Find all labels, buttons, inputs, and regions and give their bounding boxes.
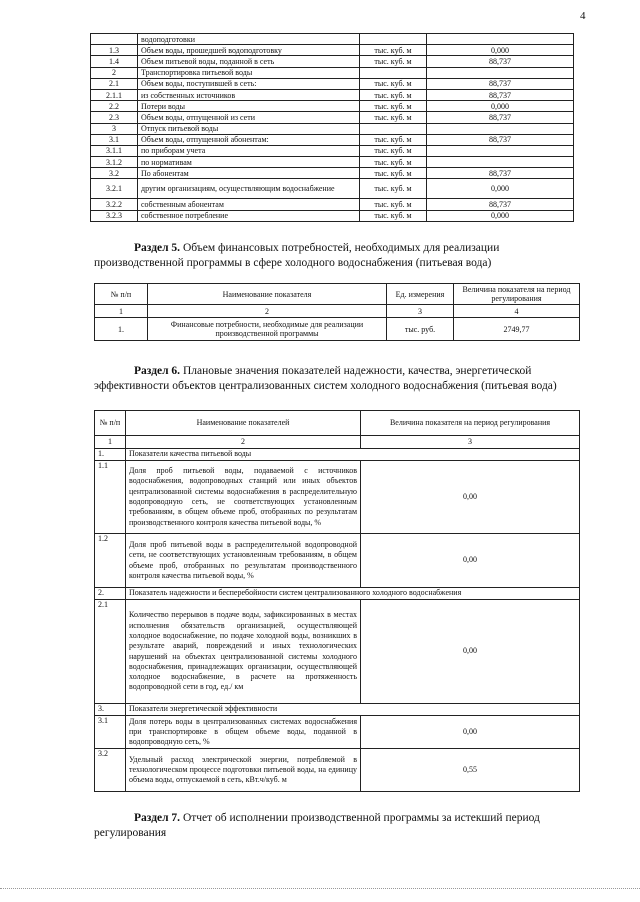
row-value: 2749,77 — [454, 318, 580, 341]
row-name: Удельный расход электрической энергии, потребляемой в технологическом процессе подготовки питьевой воды, на единицу объема воды, отпускаемой в сеть, кВт.ч/куб. м — [126, 749, 361, 792]
group-name: Показатели энергетической эффективности — [126, 704, 580, 716]
numbering-cell: 3 — [387, 305, 454, 318]
row-value: 88,737 — [427, 112, 574, 123]
row-value: 88,737 — [427, 168, 574, 179]
row-name: Доля проб питьевой воды в распределительной водопроводной сети, не соответствующих установленным требованиям, в общем объеме проб, отобранных по результатам производственного контроля качества питьевой воды, % — [126, 534, 361, 588]
table-row — [91, 157, 574, 168]
row-unit — [360, 34, 427, 45]
table-row — [95, 716, 580, 749]
table-row — [91, 145, 574, 156]
header-unit: Ед. измерения — [387, 284, 454, 305]
group-num: 3. — [95, 704, 126, 716]
row-num: 3.2.1 — [91, 179, 138, 199]
row-value — [427, 34, 574, 45]
table-row — [91, 112, 574, 123]
row-name: Объем воды, прошедшей водоподготовку — [138, 45, 360, 56]
row-unit: тыс. куб. м — [360, 101, 427, 112]
row-value: 88,737 — [427, 89, 574, 100]
indicators-table — [94, 410, 580, 792]
numbering-cell: 3 — [361, 436, 580, 449]
group-row — [95, 588, 580, 600]
group-row — [95, 449, 580, 461]
section5-title: Объем финансовых потребностей, необходимых для реализации производственной программы в сфере холодного водоснабжения (питьевая вода) — [94, 242, 500, 269]
section7-title: Отчет об исполнении производственной программы за истекший период регулирования — [94, 812, 540, 839]
header-name: Наименование показателя — [148, 284, 387, 305]
row-unit: тыс. куб. м — [360, 210, 427, 221]
table-row — [91, 123, 574, 134]
row-num: 1.2 — [95, 534, 126, 588]
row-num: 3.1 — [91, 134, 138, 145]
row-num: 3.2 — [95, 749, 126, 792]
row-name: водоподготовки — [138, 34, 360, 45]
row-name: Объем воды, отпущенной из сети — [138, 112, 360, 123]
numbering-cell: 1 — [95, 305, 148, 318]
row-num: 2.1 — [91, 78, 138, 89]
row-name: Количество перерывов в подаче воды, зафиксированных в местах исполнения обязательств организацией, осуществляющей холодное водоснабжение, по подаче холодной воды, возникших в результате аварий, повреждений и иных технологических нарушений на объектах централизованной системы холодного водоснабжения, принадлежащих организации, осуществляющей холодное водоснабжение, в расчете на протяженность водопроводной сети в год, ед./ км — [126, 600, 361, 704]
row-name: Доля проб питьевой воды, подаваемой с источников водоснабжения, водопроводных станций или иных объектов централизованной системы водоснабжения в распределительную водопроводную сеть, не соответствующих установленным требованиям, в общем объеме проб, отобранных по результатам производственного контроля качества питьевой воды, % — [126, 461, 361, 534]
table-row — [95, 534, 580, 588]
group-name: Показатель надежности и бесперебойности систем централизованного холодного водоснабжения — [126, 588, 580, 600]
table-row — [95, 461, 580, 534]
section6-label: Раздел 6. — [134, 365, 181, 377]
table-header-row — [95, 411, 580, 436]
row-value: 0,000 — [427, 179, 574, 199]
numbering-row — [95, 305, 580, 318]
table-row — [91, 78, 574, 89]
table-row — [91, 199, 574, 210]
header-value: Величина показателя на период регулирования — [454, 284, 580, 305]
row-unit: тыс. руб. — [387, 318, 454, 341]
row-name: Объем воды, поступившей в сеть: — [138, 78, 360, 89]
row-value: 0,00 — [361, 600, 580, 704]
row-num: 3 — [91, 123, 138, 134]
group-num: 1. — [95, 449, 126, 461]
row-name: собственное потребление — [138, 210, 360, 221]
row-name: Транспортировка питьевой воды — [138, 67, 360, 78]
header-num: № п/п — [95, 284, 148, 305]
row-num: 3.1.2 — [91, 157, 138, 168]
row-value — [427, 145, 574, 156]
table-row — [91, 89, 574, 100]
row-value — [427, 67, 574, 78]
numbering-cell: 1 — [95, 436, 126, 449]
section6-heading — [94, 364, 588, 393]
section6-title: Плановые значения показателей надежности, качества, энергетической эффективности объектов централизованных систем холодного водоснабжения (питьевая вода) — [94, 365, 557, 392]
row-unit: тыс. куб. м — [360, 134, 427, 145]
table-row — [91, 56, 574, 67]
table-row — [91, 134, 574, 145]
row-unit: тыс. куб. м — [360, 179, 427, 199]
row-name: другим организациям, осуществляющим водоснабжение — [138, 179, 360, 199]
table-row — [95, 749, 580, 792]
row-value — [427, 157, 574, 168]
row-num: 2.1 — [95, 600, 126, 704]
row-name: по приборам учета — [138, 145, 360, 156]
row-unit: тыс. куб. м — [360, 168, 427, 179]
header-num: № п/п — [95, 411, 126, 436]
header-value: Величина показателя на период регулирования — [361, 411, 580, 436]
numbering-cell: 2 — [126, 436, 361, 449]
section5-label: Раздел 5. — [134, 242, 181, 254]
table-row — [95, 318, 580, 341]
row-num: 2 — [91, 67, 138, 78]
row-value: 0,000 — [427, 101, 574, 112]
water-volume-table — [90, 33, 574, 222]
group-row — [95, 704, 580, 716]
row-num: 2.1.1 — [91, 89, 138, 100]
financial-needs-table — [94, 283, 580, 341]
row-num: 2.2 — [91, 101, 138, 112]
row-num: 1.1 — [95, 461, 126, 534]
table-row — [91, 34, 574, 45]
table-row — [91, 101, 574, 112]
row-unit — [360, 123, 427, 134]
row-num: 3.2.2 — [91, 199, 138, 210]
table-row — [91, 45, 574, 56]
row-num: 1.3 — [91, 45, 138, 56]
row-unit: тыс. куб. м — [360, 112, 427, 123]
row-name: Финансовые потребности, необходимые для реализации производственной программы — [148, 318, 387, 341]
group-name: Показатели качества питьевой воды — [126, 449, 580, 461]
row-value: 0,000 — [427, 210, 574, 221]
section7-heading — [94, 811, 588, 840]
row-num: 3.2 — [91, 168, 138, 179]
row-name: из собственных источников — [138, 89, 360, 100]
row-unit: тыс. куб. м — [360, 199, 427, 210]
table-row — [91, 179, 574, 199]
row-unit: тыс. куб. м — [360, 89, 427, 100]
page-bottom-divider — [0, 888, 640, 889]
row-num: 3.1 — [95, 716, 126, 749]
table-row — [91, 168, 574, 179]
header-name: Наименование показателей — [126, 411, 361, 436]
row-name: По абонентам — [138, 168, 360, 179]
row-unit: тыс. куб. м — [360, 56, 427, 67]
row-value: 0,00 — [361, 461, 580, 534]
row-value — [427, 123, 574, 134]
row-num: 3.1.1 — [91, 145, 138, 156]
row-value: 0,55 — [361, 749, 580, 792]
row-num: 3.2.3 — [91, 210, 138, 221]
group-num: 2. — [95, 588, 126, 600]
section5-heading — [94, 241, 588, 270]
numbering-cell: 2 — [148, 305, 387, 318]
numbering-row — [95, 436, 580, 449]
row-unit: тыс. куб. м — [360, 78, 427, 89]
row-value: 0,000 — [427, 45, 574, 56]
row-name: Доля потерь воды в централизованных системах водоснабжения при транспортировке в общем объеме воды, поданной в водопроводную сеть, % — [126, 716, 361, 749]
row-unit: тыс. куб. м — [360, 45, 427, 56]
table-row — [95, 600, 580, 704]
row-name: Объем питьевой воды, поданной в сеть — [138, 56, 360, 67]
row-name: Потери воды — [138, 101, 360, 112]
table-header-row — [95, 284, 580, 305]
row-unit: тыс. куб. м — [360, 145, 427, 156]
row-name: Отпуск питьевой воды — [138, 123, 360, 134]
row-value: 88,737 — [427, 56, 574, 67]
row-value: 88,737 — [427, 134, 574, 145]
row-unit — [360, 67, 427, 78]
row-num: 2.3 — [91, 112, 138, 123]
row-unit: тыс. куб. м — [360, 157, 427, 168]
row-name: Объем воды, отпущенной абонентам: — [138, 134, 360, 145]
row-value: 0,00 — [361, 716, 580, 749]
row-num: 1. — [95, 318, 148, 341]
table-row — [91, 67, 574, 78]
row-num — [91, 34, 138, 45]
table-row — [91, 210, 574, 221]
row-value: 88,737 — [427, 78, 574, 89]
row-num: 1.4 — [91, 56, 138, 67]
numbering-cell: 4 — [454, 305, 580, 318]
row-value: 88,737 — [427, 199, 574, 210]
row-value: 0,00 — [361, 534, 580, 588]
page-number: 4 — [580, 10, 586, 22]
section7-label: Раздел 7. — [134, 812, 181, 824]
row-name: по нормативам — [138, 157, 360, 168]
row-name: собственным абонентам — [138, 199, 360, 210]
